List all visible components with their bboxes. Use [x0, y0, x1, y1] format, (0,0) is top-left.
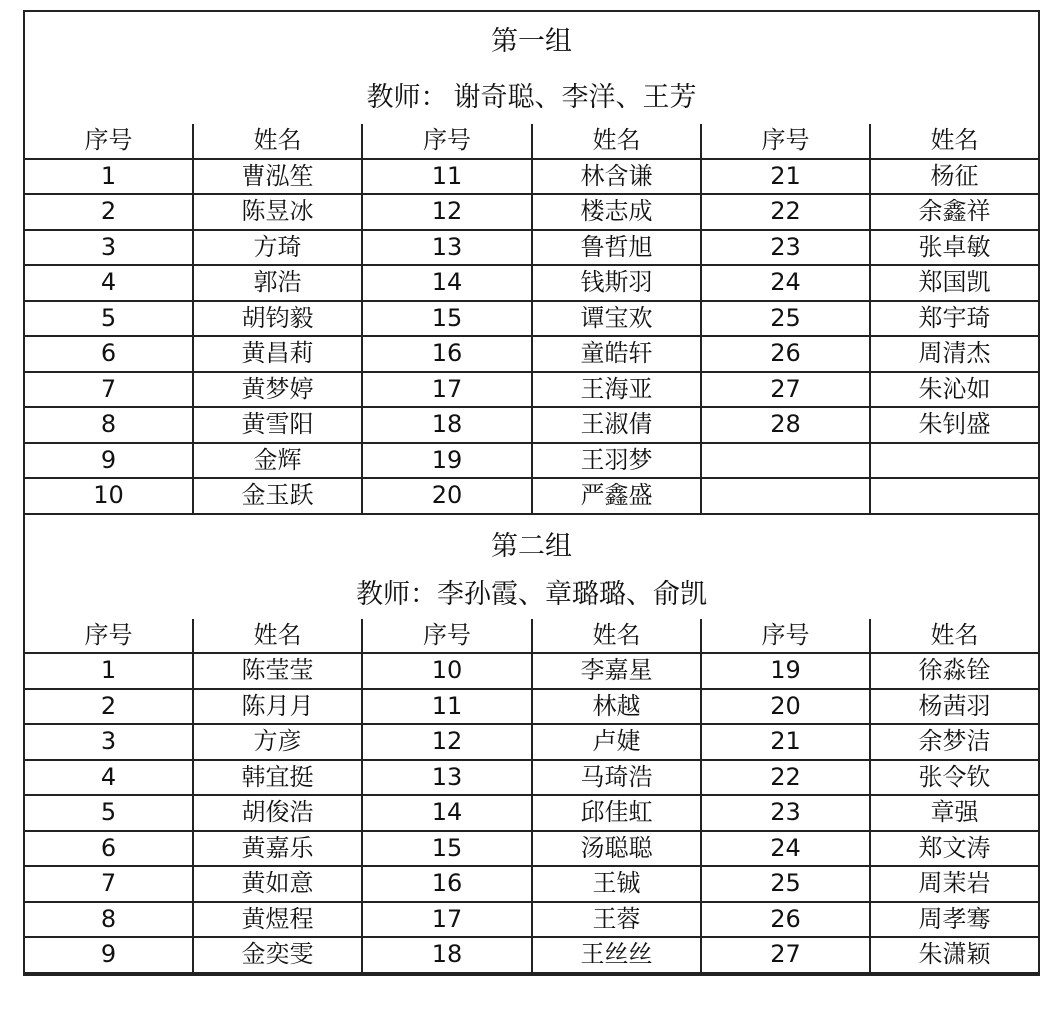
student-number-cell: 25	[701, 866, 870, 902]
student-number-cell: 25	[701, 301, 870, 337]
group-2-table	[25, 619, 1038, 974]
column-header-name: 姓名	[193, 124, 362, 159]
student-name-cell: 金奕雯	[193, 937, 362, 973]
student-number-cell: 12	[362, 194, 532, 230]
student-name-cell: 郑文涛	[870, 831, 1038, 867]
student-name-cell: 周清杰	[870, 336, 1038, 372]
student-number-cell: 17	[362, 902, 532, 938]
student-number-cell: 15	[362, 831, 532, 867]
student-name-cell: 陈月月	[193, 689, 362, 725]
student-number-cell: 11	[362, 689, 532, 725]
student-number-cell: 16	[362, 336, 532, 372]
student-number-cell: 9	[25, 443, 193, 479]
student-name-cell: 黄嘉乐	[193, 831, 362, 867]
student-number-cell: 26	[701, 336, 870, 372]
student-number-cell	[701, 443, 870, 479]
student-name-cell: 王海亚	[532, 372, 701, 408]
student-name-cell: 张卓敏	[870, 230, 1038, 266]
student-number-cell: 19	[701, 653, 870, 689]
student-name-cell: 郑国凯	[870, 265, 1038, 301]
student-name-cell: 徐淼铨	[870, 653, 1038, 689]
student-name-cell: 陈莹莹	[193, 653, 362, 689]
table-row	[25, 336, 1038, 372]
group-1-header	[25, 12, 1038, 124]
student-name-cell: 王蓉	[532, 902, 701, 938]
student-name-cell: 楼志成	[532, 194, 701, 230]
student-name-cell: 王丝丝	[532, 937, 701, 973]
student-name-cell: 郭浩	[193, 265, 362, 301]
student-number-cell: 10	[25, 478, 193, 514]
student-number-cell: 8	[25, 407, 193, 443]
student-number-cell: 21	[701, 159, 870, 195]
student-number-cell: 23	[701, 795, 870, 831]
student-name-cell: 林含谦	[532, 159, 701, 195]
student-number-cell	[701, 478, 870, 514]
student-name-cell: 王铖	[532, 866, 701, 902]
student-number-cell: 6	[25, 336, 193, 372]
table-row	[25, 866, 1038, 902]
student-number-cell: 27	[701, 372, 870, 408]
table-row	[25, 831, 1038, 867]
student-number-cell: 13	[362, 760, 532, 796]
student-name-cell: 张令钦	[870, 760, 1038, 796]
group-2-title: 第二组	[491, 530, 572, 562]
student-number-cell: 7	[25, 866, 193, 902]
student-name-cell: 鲁哲旭	[532, 230, 701, 266]
column-header-name: 姓名	[532, 124, 701, 159]
student-name-cell: 朱潇颖	[870, 937, 1038, 973]
table-row	[25, 653, 1038, 689]
student-number-cell: 19	[362, 443, 532, 479]
column-header-number: 序号	[701, 619, 870, 654]
table-row	[25, 230, 1038, 266]
student-name-cell: 卢婕	[532, 724, 701, 760]
student-name-cell: 汤聪聪	[532, 831, 701, 867]
student-name-cell: 胡俊浩	[193, 795, 362, 831]
table-row	[25, 265, 1038, 301]
student-number-cell: 17	[362, 372, 532, 408]
student-name-cell: 黄煜程	[193, 902, 362, 938]
group-1-table	[25, 124, 1038, 515]
column-header-name: 姓名	[870, 124, 1038, 159]
student-number-cell: 2	[25, 194, 193, 230]
table-row	[25, 689, 1038, 725]
student-name-cell: 王淑倩	[532, 407, 701, 443]
student-number-cell: 3	[25, 724, 193, 760]
table-row	[25, 760, 1038, 796]
student-name-cell: 谭宝欢	[532, 301, 701, 337]
student-number-cell: 13	[362, 230, 532, 266]
group-2-teacher-names: 李孙霞、章璐璐、俞凯	[437, 578, 707, 610]
table-row	[25, 937, 1038, 973]
student-name-cell: 陈昱冰	[193, 194, 362, 230]
student-number-cell: 24	[701, 265, 870, 301]
student-name-cell: 金辉	[193, 443, 362, 479]
student-name-cell: 周茉岩	[870, 866, 1038, 902]
student-number-cell: 9	[25, 937, 193, 973]
student-name-cell: 马琦浩	[532, 760, 701, 796]
student-name-cell: 李嘉星	[532, 653, 701, 689]
student-number-cell: 22	[701, 194, 870, 230]
student-number-cell: 3	[25, 230, 193, 266]
student-name-cell	[870, 478, 1038, 514]
student-number-cell: 27	[701, 937, 870, 973]
group-1-teacher-names: 谢奇聪、李洋、王芳	[453, 82, 697, 113]
table-row	[25, 443, 1038, 479]
student-number-cell: 16	[362, 866, 532, 902]
student-number-cell: 5	[25, 301, 193, 337]
student-name-cell: 金玉跃	[193, 478, 362, 514]
student-number-cell: 7	[25, 372, 193, 408]
student-name-cell: 周孝骞	[870, 902, 1038, 938]
student-name-cell: 余梦洁	[870, 724, 1038, 760]
student-number-cell: 14	[362, 795, 532, 831]
student-number-cell: 12	[362, 724, 532, 760]
student-name-cell: 方彦	[193, 724, 362, 760]
student-number-cell: 14	[362, 265, 532, 301]
student-number-cell: 26	[701, 902, 870, 938]
student-number-cell: 20	[701, 689, 870, 725]
student-number-cell: 23	[701, 230, 870, 266]
student-name-cell: 黄如意	[193, 866, 362, 902]
column-header-number: 序号	[362, 124, 532, 159]
table-row	[25, 194, 1038, 230]
table-row	[25, 902, 1038, 938]
student-number-cell: 18	[362, 937, 532, 973]
student-name-cell: 钱斯羽	[532, 265, 701, 301]
student-name-cell: 章强	[870, 795, 1038, 831]
student-number-cell: 15	[362, 301, 532, 337]
column-header-name: 姓名	[532, 619, 701, 654]
student-name-cell: 黄雪阳	[193, 407, 362, 443]
student-name-cell: 方琦	[193, 230, 362, 266]
student-number-cell: 28	[701, 407, 870, 443]
table-header-row	[25, 619, 1038, 654]
student-number-cell: 18	[362, 407, 532, 443]
student-name-cell: 王羽梦	[532, 443, 701, 479]
table-row	[25, 159, 1038, 195]
table-row	[25, 407, 1038, 443]
student-number-cell: 24	[701, 831, 870, 867]
student-name-cell: 严鑫盛	[532, 478, 701, 514]
student-name-cell: 胡钧毅	[193, 301, 362, 337]
student-number-cell: 21	[701, 724, 870, 760]
student-name-cell	[870, 443, 1038, 479]
student-name-cell: 邱佳虹	[532, 795, 701, 831]
student-number-cell: 20	[362, 478, 532, 514]
group-2-teacher-label: 教师：	[356, 578, 437, 610]
student-name-cell: 曹泓笙	[193, 159, 362, 195]
student-name-cell: 林越	[532, 689, 701, 725]
student-name-cell: 杨征	[870, 159, 1038, 195]
student-number-cell: 5	[25, 795, 193, 831]
student-name-cell: 童皓轩	[532, 336, 701, 372]
table-row	[25, 795, 1038, 831]
column-header-number: 序号	[701, 124, 870, 159]
group-2-header	[25, 515, 1038, 619]
column-header-name: 姓名	[193, 619, 362, 654]
roster-sheet	[23, 10, 1040, 976]
student-number-cell: 8	[25, 902, 193, 938]
student-number-cell: 4	[25, 265, 193, 301]
group-1-teacher-label: 教师：	[366, 82, 448, 113]
table-row	[25, 301, 1038, 337]
student-name-cell: 余鑫祥	[870, 194, 1038, 230]
student-name-cell: 黄昌莉	[193, 336, 362, 372]
student-number-cell: 1	[25, 653, 193, 689]
group-2-teachers-line	[25, 573, 1038, 617]
student-name-cell: 郑宇琦	[870, 301, 1038, 337]
student-number-cell: 10	[362, 653, 532, 689]
column-header-number: 序号	[25, 619, 193, 654]
student-number-cell: 2	[25, 689, 193, 725]
column-header-number: 序号	[362, 619, 532, 654]
student-number-cell: 6	[25, 831, 193, 867]
group-1-title: 第一组	[491, 26, 572, 57]
table-row	[25, 724, 1038, 760]
student-number-cell: 1	[25, 159, 193, 195]
student-number-cell: 4	[25, 760, 193, 796]
table-row	[25, 372, 1038, 408]
group-1-teachers-line	[25, 76, 1038, 120]
student-name-cell: 杨茜羽	[870, 689, 1038, 725]
column-header-name: 姓名	[870, 619, 1038, 654]
student-name-cell: 朱沁如	[870, 372, 1038, 408]
student-name-cell: 韩宜挺	[193, 760, 362, 796]
student-number-cell: 11	[362, 159, 532, 195]
student-name-cell: 朱钊盛	[870, 407, 1038, 443]
column-header-number: 序号	[25, 124, 193, 159]
student-number-cell: 22	[701, 760, 870, 796]
table-header-row	[25, 124, 1038, 159]
table-row	[25, 478, 1038, 514]
student-name-cell: 黄梦婷	[193, 372, 362, 408]
